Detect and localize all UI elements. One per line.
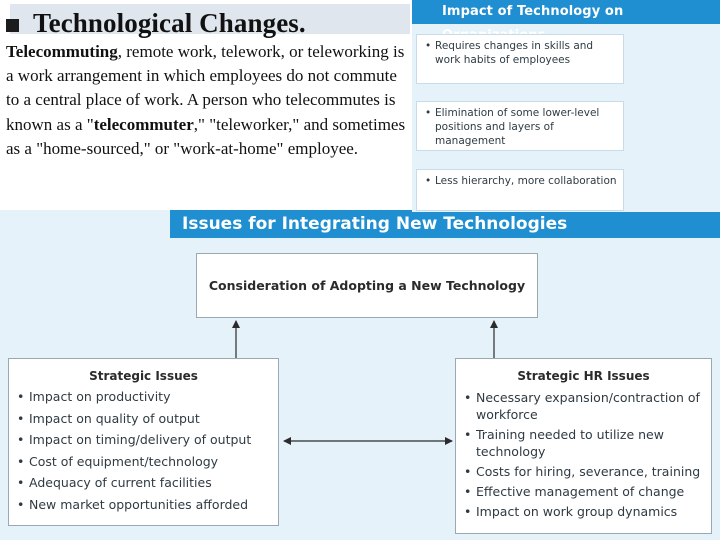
list-item: • Cost of equipment/technology xyxy=(9,454,278,469)
list-item: • Necessary expansion/contraction of workforce xyxy=(456,389,711,423)
impact-header: Impact of Technology on xyxy=(412,0,720,24)
strategic-issues-list xyxy=(9,389,278,512)
list-item: • Impact on quality of output xyxy=(9,411,278,426)
impact-panel xyxy=(412,0,720,212)
list-item: • Training needed to utilize new technology xyxy=(456,426,711,460)
title-row xyxy=(6,8,306,39)
slide-body xyxy=(6,40,406,161)
consideration-box: Consideration of Adopting a New Technology xyxy=(196,253,538,318)
list-item: • New market opportunities afforded xyxy=(9,497,278,512)
body-text-part-2: ," "teleworker," and sometimes as a "home-sourced," or "work-at-home" employee. xyxy=(6,114,406,158)
list-item: • Impact on productivity xyxy=(9,389,278,404)
list-item: • Costs for hiring, severance, training xyxy=(456,463,711,480)
term-telecommuter: telecommuter xyxy=(93,114,194,134)
slide-title: Technological Changes. xyxy=(33,8,306,38)
strategic-hr-issues-title: Strategic HR Issues xyxy=(517,369,650,383)
strategic-issues-box xyxy=(8,358,279,526)
list-item: • Effective management of change xyxy=(456,483,711,500)
impact-item: • Less hierarchy, more collaboration xyxy=(416,169,624,211)
issues-header: Issues for Integrating New Technologies xyxy=(170,210,720,238)
list-item: • Impact on work group dynamics xyxy=(456,503,711,520)
impact-item: • Requires changes in skills and work habits of employees xyxy=(416,34,624,84)
term-telecommuting: Telecommuting xyxy=(6,42,118,61)
strategic-hr-issues-list xyxy=(456,389,711,520)
strategic-hr-issues-box xyxy=(455,358,712,534)
list-item: • Impact on timing/delivery of output xyxy=(9,432,278,447)
square-bullet-icon xyxy=(6,19,19,32)
slide-text-area xyxy=(0,0,412,210)
body-text-part-1: , remote work, telework, or teleworking is a work arrangement in which employees do not commute to a central place of work. A person who telecommutes is known as a " xyxy=(6,42,405,134)
strategic-issues-title: Strategic Issues xyxy=(89,369,198,383)
list-item: • Adequacy of current facilities xyxy=(9,475,278,490)
impact-item: • Elimination of some lower-level positions and layers of management xyxy=(416,101,624,151)
